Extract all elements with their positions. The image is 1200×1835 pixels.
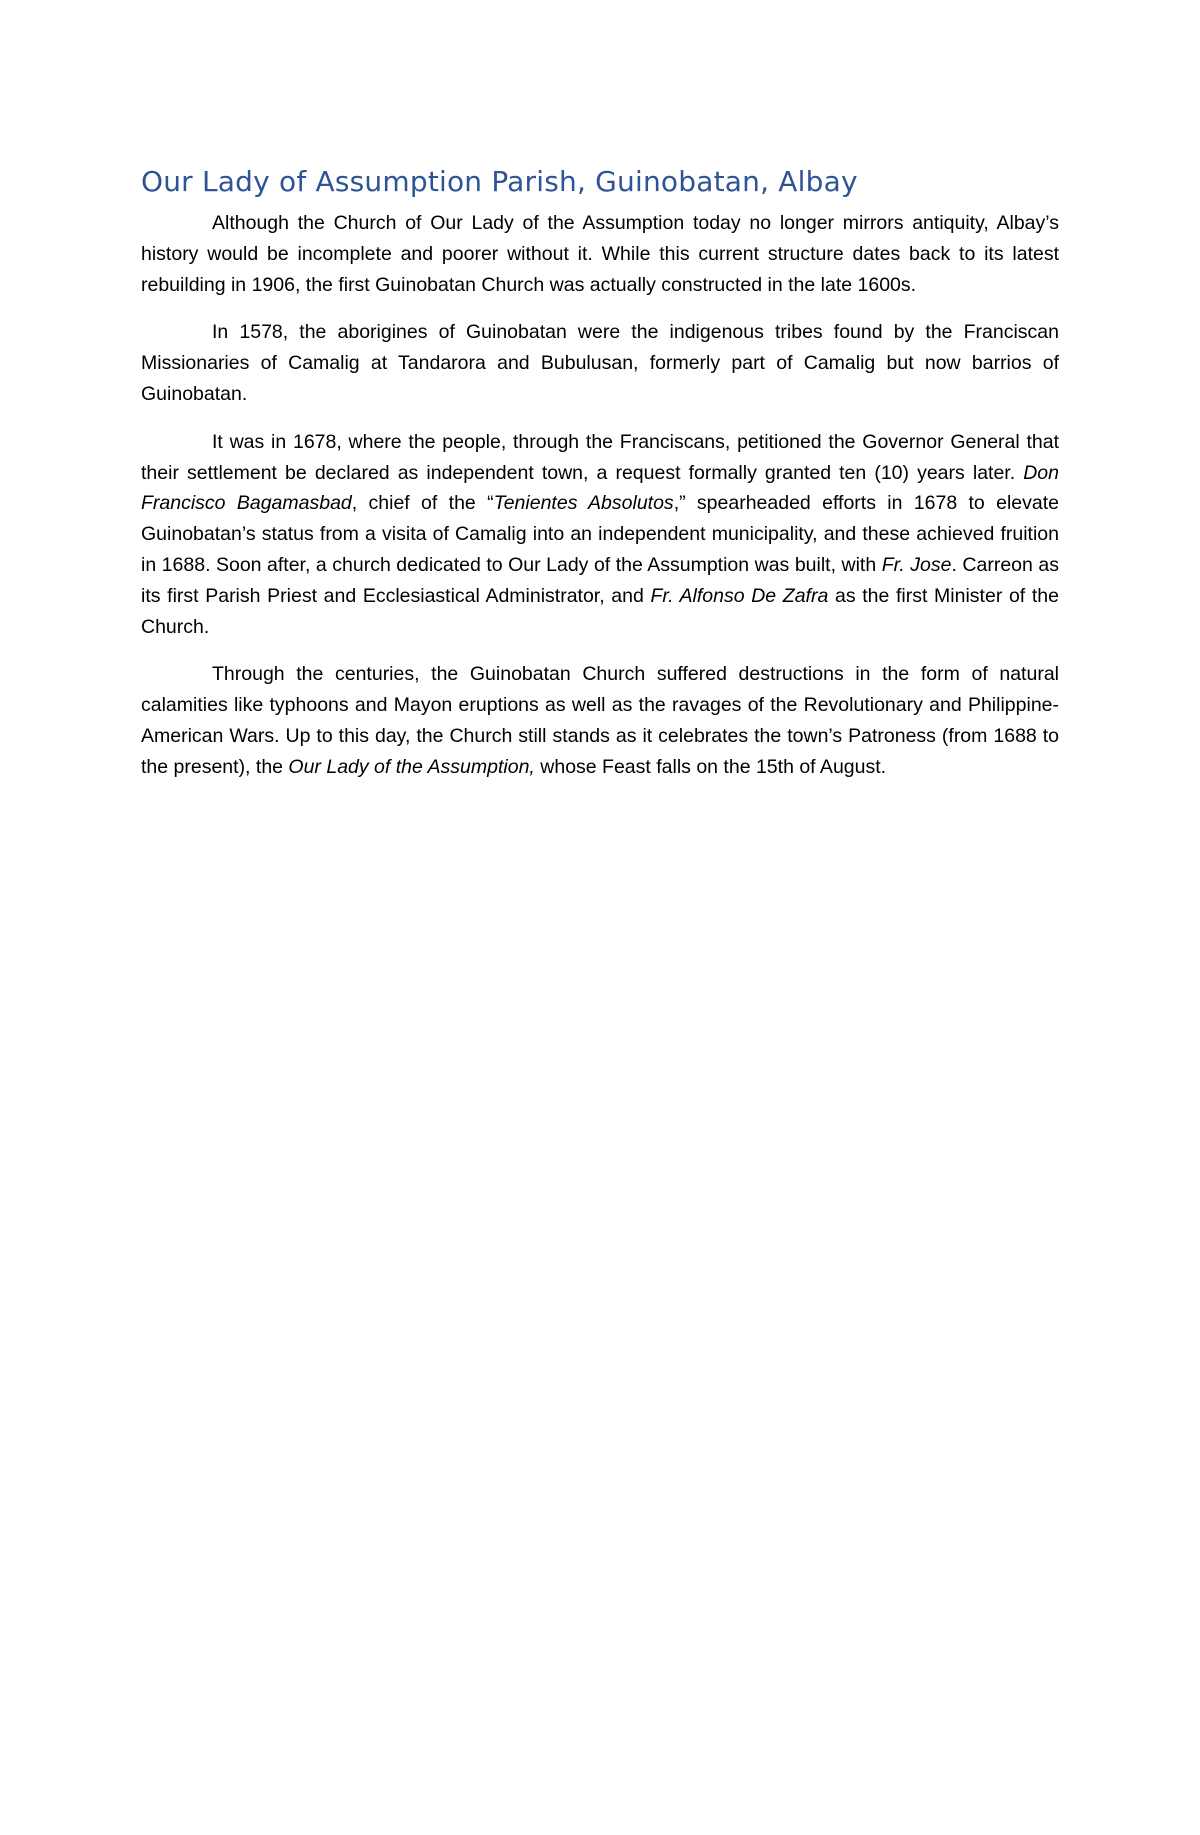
paragraph-3 bbox=[141, 427, 1059, 643]
paragraph-3-text: It was in 1678, where the people, through the Franciscans, petitioned the Governor General that their settlement be declared as independent town, a request formally granted ten (10) years later. bbox=[141, 430, 1059, 484]
paragraph-4-text: whose Feast falls on the 15th of August. bbox=[534, 755, 887, 778]
italic-term-tenientes: Tenientes Absolutos bbox=[493, 492, 674, 515]
paragraph-3-text: , chief of the “ bbox=[351, 492, 494, 515]
document-title: Our Lady of Assumption Parish, Guinobatan, Albay bbox=[141, 165, 858, 198]
paragraph-3-text: ,” spearheaded efforts in 1678 to elevate Guinobatan’s status from a visita of Camalig into an independent municipality, and these achieved fruition in 1688. Soon after, a church dedicated to Our Lady of the Assumption was built, with bbox=[141, 492, 1059, 576]
paragraph-3-text: as the first Minister of the Church. bbox=[141, 584, 1059, 638]
paragraph-2: In 1578, the aborigines of Guinobatan were the indigenous tribes found by the Franciscan Missionaries of Camalig at Tandarora and Bubulusan, formerly part of Camalig but now barrios of Guinobatan. bbox=[141, 321, 1059, 405]
italic-name-bagamasbad: Don Francisco Bagamasbad bbox=[141, 461, 1059, 515]
paragraph-3-text: . Carreon as its first Parish Priest and Ecclesiastical Administrator, and bbox=[141, 553, 1059, 607]
italic-name-de-zafra: Fr. Alfonso De Zafra bbox=[650, 584, 829, 607]
document-body bbox=[141, 162, 1059, 800]
italic-patroness-name: Our Lady of the Assumption, bbox=[288, 755, 535, 778]
italic-name-jose: Fr. Jose bbox=[881, 553, 952, 576]
paragraph-1: Although the Church of Our Lady of the Assumption today no longer mirrors antiquity, Albay’s history would be incomplete and poorer without it. While this current structure dates back to its latest rebuilding in 1906, the first Guinobatan Church was actually constructed in the late 1600s. bbox=[141, 212, 1059, 296]
paragraph-4-text: Through the centuries, the Guinobatan Church suffered destructions in the form of natural calamities like typhoons and Mayon eruptions as well as the ravages of the Revolutionary and Philippine-American Wars. Up to this day, the Church still stands as it celebrates the town’s Patroness (from 1688 to the present), the bbox=[141, 663, 1059, 778]
paragraph-4 bbox=[141, 659, 1059, 782]
